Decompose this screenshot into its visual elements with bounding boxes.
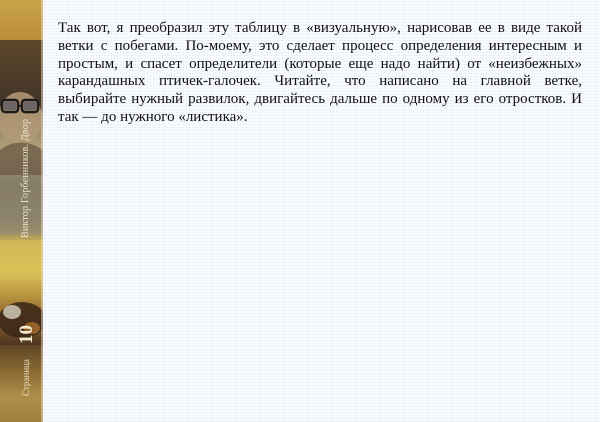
- book-title-caption: Виктор Горбенников. Двор: [20, 118, 31, 238]
- page-label: Страница: [21, 359, 31, 396]
- book-cover-strip: [0, 0, 43, 422]
- body-paragraph: Так вот, я преобразил эту таблицу в «визуальную», нарисовав ее в виде такой ветки с побегами. По-моему, это сделает процесс определения интересным и простым, и спасет определители (которые еще надо найти) от «неизбежных» карандашных птичек-галочек. Читайте, что написано на главной ветке, выбирайте нужный развилок, двигайтесь дальше по одному из его отростков. И так — до нужного «листика».: [58, 20, 582, 125]
- page-number: 10: [16, 325, 37, 344]
